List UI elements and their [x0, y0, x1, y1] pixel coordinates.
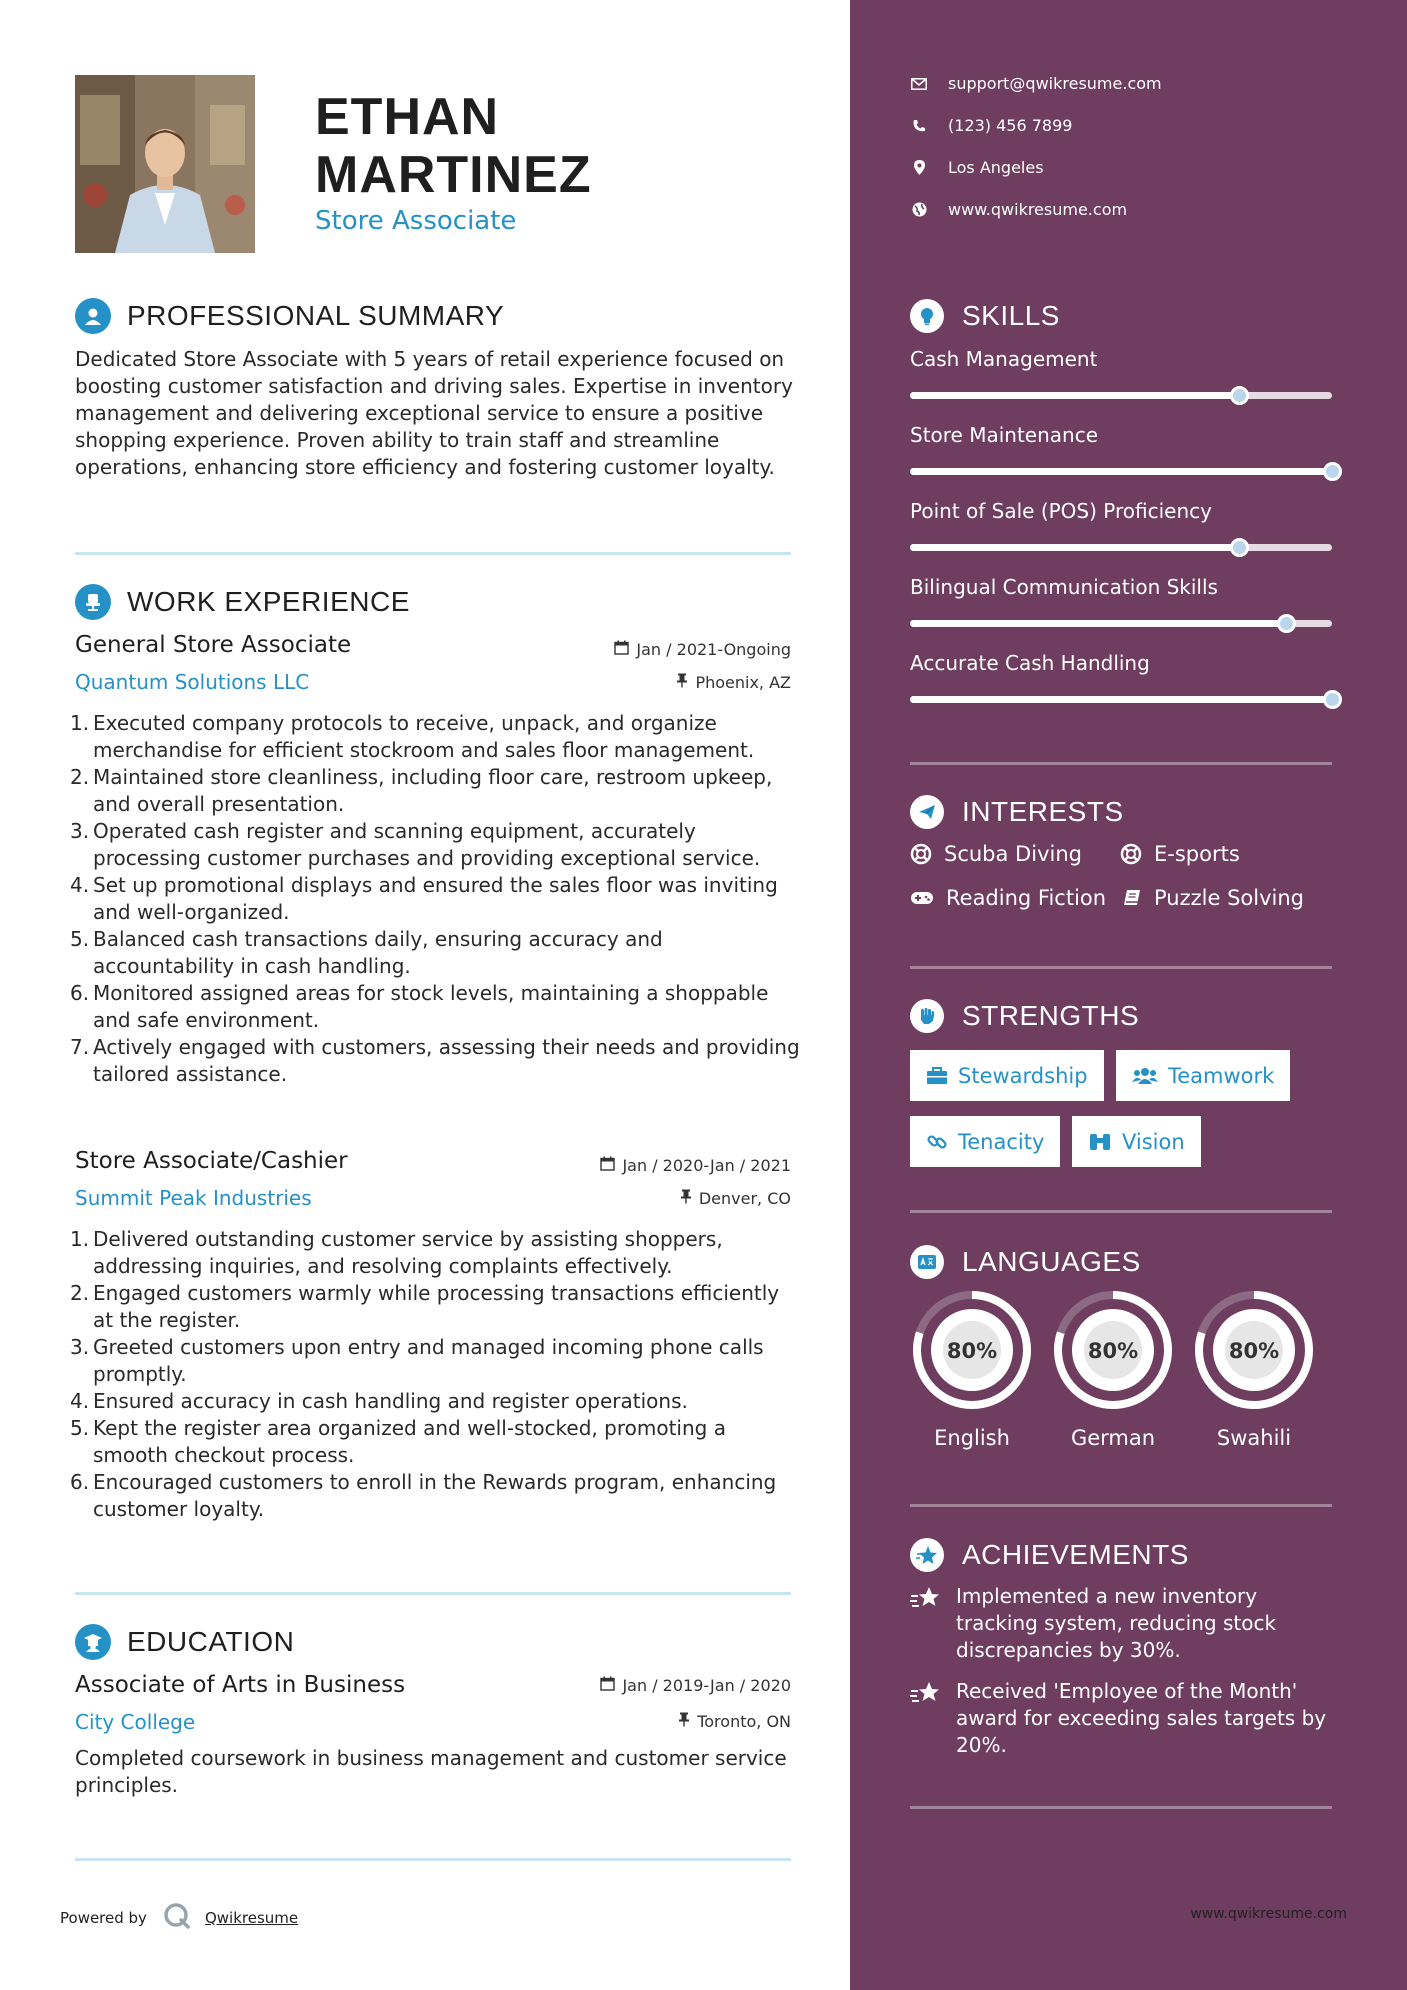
website-text[interactable]: www.qwikresume.com — [948, 200, 1128, 219]
company-name: Summit Peak Industries — [75, 1186, 312, 1210]
job-location-text: Phoenix, AZ — [695, 673, 791, 692]
interest-label: Reading Fiction — [946, 886, 1107, 910]
interest-label: E-sports — [1154, 842, 1240, 866]
envelope-icon — [910, 78, 928, 90]
list-item: Set up promotional displays and ensured the sales floor was inviting and well-organized. — [93, 873, 778, 924]
map-marker-icon — [910, 160, 928, 175]
language-percent: 80% — [946, 1339, 998, 1363]
strength-label: Teamwork — [1168, 1063, 1275, 1088]
sidebar — [850, 0, 1407, 1990]
skill-bar — [910, 392, 1332, 399]
achievement-item — [910, 1583, 1340, 1664]
languages-heading — [910, 1242, 1141, 1282]
language-ring — [1192, 1288, 1316, 1412]
phone-text[interactable]: (123) 456 7899 — [948, 116, 1073, 135]
skill-bar-knob — [1230, 538, 1249, 557]
section-divider — [75, 552, 791, 555]
sidebar-divider — [910, 1504, 1332, 1507]
job-dates-text: Jan / 2020-Jan / 2021 — [622, 1156, 791, 1175]
summary-heading — [75, 296, 504, 336]
section-divider — [75, 1858, 791, 1861]
skill-bar-fill — [910, 696, 1332, 703]
skills-title: SKILLS — [962, 300, 1060, 331]
company-name: Quantum Solutions LLC — [75, 670, 310, 694]
education-location-text: Toronto, ON — [697, 1712, 791, 1731]
link-icon — [926, 1131, 948, 1153]
location-text: Los Angeles — [948, 158, 1044, 177]
globe-icon — [910, 202, 928, 217]
calendar-icon — [600, 1676, 615, 1695]
language-name: German — [1070, 1426, 1156, 1450]
language-gauge — [1051, 1288, 1175, 1416]
candidate-name — [315, 88, 592, 204]
language-name: Swahili — [1216, 1426, 1292, 1450]
skills-heading — [910, 296, 1060, 336]
strength-label: Vision — [1122, 1129, 1185, 1154]
education-dates-text: Jan / 2019-Jan / 2020 — [622, 1676, 791, 1695]
achievements-heading — [910, 1535, 1189, 1575]
skill-bar-fill — [910, 544, 1239, 551]
list-item: Greeted customers upon entry and managed incoming phone calls promptly. — [93, 1335, 764, 1386]
pin-icon — [678, 1712, 690, 1731]
gamepad-icon — [910, 890, 934, 906]
language-ring — [910, 1288, 1034, 1412]
lifebuoy-icon — [1120, 843, 1142, 865]
skill-bar — [910, 544, 1332, 551]
sidebar-divider — [910, 966, 1332, 969]
job-location — [676, 673, 791, 692]
list-item: Monitored assigned areas for stock levels, maintaining a shoppable and safe environment. — [93, 981, 769, 1032]
list-item: Delivered outstanding customer service by assisting shoppers, addressing inquiries, and resolving complaints effectively. — [93, 1227, 723, 1278]
language-name: English — [934, 1426, 1010, 1450]
skill-bar-knob — [1277, 614, 1296, 633]
list-item: Maintained store cleanliness, including floor care, restroom upkeep, and overall presentation. — [93, 765, 773, 816]
strength-tag — [1116, 1050, 1290, 1101]
job-location-text: Denver, CO — [698, 1189, 791, 1208]
duties-list — [70, 1226, 800, 1523]
job-location — [680, 1189, 791, 1208]
briefcase-icon — [926, 1067, 948, 1085]
star-badge-icon — [910, 1538, 944, 1572]
skill-bar-fill — [910, 392, 1239, 399]
shooting-star-icon — [910, 1680, 946, 1713]
summary-text: Dedicated Store Associate with 5 years of retail experience focused on boosting customer satisfaction and driving sales. Expertise in inventory management and delivering exceptional service to ensure a positive shopping experience. Proven ability to train staff and streamline operations, enhancing store efficiency and fostering customer loyalty. — [75, 347, 793, 479]
section-divider — [75, 1592, 791, 1595]
education-location — [678, 1712, 791, 1731]
skill-label: Cash Management — [910, 347, 1098, 371]
skill-bar — [910, 696, 1332, 703]
strength-tag — [910, 1116, 1060, 1167]
achievement-text: Implemented a new inventory tracking system, reducing stock discrepancies by 30%. — [956, 1584, 1277, 1662]
graduate-icon — [75, 1624, 111, 1660]
shooting-star-icon — [910, 1585, 946, 1618]
education-heading — [75, 1622, 294, 1662]
achievement-item — [910, 1678, 1340, 1759]
list-item: Actively engaged with customers, assessing their needs and providing tailored assistance. — [93, 1035, 800, 1086]
degree-title: Associate of Arts in Business — [75, 1672, 406, 1698]
achievements-title: ACHIEVEMENTS — [962, 1539, 1189, 1570]
skill-label: Point of Sale (POS) Proficiency — [910, 499, 1212, 523]
user-icon — [75, 298, 111, 334]
interest-item — [1120, 842, 1240, 866]
contact-phone — [910, 116, 1072, 135]
email-text[interactable]: support@qwikresume.com — [948, 74, 1162, 93]
list-item: Operated cash register and scanning equipment, accurately processing customer purchases and providing exceptional service. — [93, 819, 761, 870]
list-item: Ensured accuracy in cash handling and register operations. — [93, 1389, 688, 1413]
sidebar-divider — [910, 1806, 1332, 1809]
profile-photo — [75, 75, 255, 253]
qwikresume-logo-icon — [163, 1902, 191, 1934]
calendar-icon — [600, 1156, 615, 1175]
contact-email — [910, 74, 1162, 93]
footer-website[interactable]: www.qwikresume.com — [1190, 1906, 1347, 1922]
paper-plane-icon — [910, 795, 944, 829]
skill-label: Bilingual Communication Skills — [910, 575, 1218, 599]
job-dates-text: Jan / 2021-Ongoing — [636, 640, 791, 659]
experience-heading — [75, 582, 410, 622]
job-title: General Store Associate — [75, 632, 352, 658]
skill-label: Store Maintenance — [910, 423, 1099, 447]
qwikresume-link[interactable]: Qwikresume — [204, 1909, 299, 1927]
language-ring — [1051, 1288, 1175, 1412]
summary-title: PROFESSIONAL SUMMARY — [127, 300, 505, 331]
list-item: Balanced cash transactions daily, ensuring accuracy and accountability in cash handling. — [93, 927, 663, 978]
list-item: Engaged customers warmly while processing transactions efficiently at the register. — [93, 1281, 780, 1332]
strength-label: Stewardship — [958, 1063, 1088, 1088]
language-icon — [910, 1245, 944, 1279]
job-dates — [614, 640, 791, 659]
sidebar-divider — [910, 1210, 1332, 1213]
lightbulb-icon — [910, 299, 944, 333]
education-title: EDUCATION — [127, 1626, 295, 1657]
skill-bar-knob — [1230, 386, 1249, 405]
language-gauge — [910, 1288, 1034, 1416]
interests-title: INTERESTS — [962, 796, 1124, 827]
language-gauge — [1192, 1288, 1316, 1416]
powered-by-label: Powered by — [60, 1909, 147, 1927]
contact-website — [910, 200, 1127, 219]
list-item: Executed company protocols to receive, unpack, and organize merchandise for efficient stockroom and sales floor management. — [93, 711, 755, 762]
book-icon — [1122, 888, 1142, 908]
interests-heading — [910, 792, 1124, 832]
interest-label: Scuba Diving — [944, 842, 1082, 866]
interest-item — [910, 842, 1082, 866]
last-name: MARTINEZ — [315, 146, 592, 204]
achievement-text: Received 'Employee of the Month' award for exceeding sales targets by 20%. — [956, 1679, 1327, 1757]
first-name: ETHAN — [315, 88, 500, 146]
job-role: Store Associate — [315, 206, 517, 236]
skill-bar — [910, 468, 1332, 475]
language-percent: 80% — [1087, 1339, 1139, 1363]
phone-icon — [910, 119, 928, 133]
sidebar-divider — [910, 762, 1332, 765]
strengths-heading — [910, 996, 1139, 1036]
job-dates — [600, 1156, 791, 1175]
skill-bar-fill — [910, 468, 1332, 475]
duties-list — [70, 710, 800, 1088]
education-text: Completed coursework in business management and customer service principles. — [75, 1746, 787, 1797]
contact-location — [910, 158, 1044, 177]
strength-label: Tenacity — [958, 1129, 1045, 1154]
skill-bar-fill — [910, 620, 1286, 627]
education-dates — [600, 1676, 791, 1695]
job-title: Store Associate/Cashier — [75, 1148, 348, 1174]
school-name: City College — [75, 1710, 196, 1734]
calendar-icon — [614, 640, 629, 659]
interest-item — [910, 886, 1106, 910]
experience-title: WORK EXPERIENCE — [127, 586, 410, 617]
strength-tag — [1072, 1116, 1201, 1167]
language-percent: 80% — [1228, 1339, 1280, 1363]
footer-powered-by — [60, 1902, 298, 1934]
skill-bar — [910, 620, 1332, 627]
lifebuoy-icon — [910, 843, 932, 865]
pin-icon — [676, 673, 688, 692]
users-icon — [1132, 1067, 1158, 1085]
pin-icon — [680, 1189, 692, 1208]
interest-item — [1122, 886, 1304, 910]
list-item: Kept the register area organized and well-stocked, promoting a smooth checkout process. — [93, 1416, 726, 1467]
list-item: Encouraged customers to enroll in the Rewards program, enhancing customer loyalty. — [93, 1470, 777, 1521]
skill-label: Accurate Cash Handling — [910, 651, 1150, 675]
office-chair-icon — [75, 584, 111, 620]
languages-title: LANGUAGES — [962, 1246, 1141, 1277]
interest-label: Puzzle Solving — [1154, 886, 1304, 910]
binoculars-icon — [1088, 1132, 1112, 1152]
strengths-title: STRENGTHS — [962, 1000, 1140, 1031]
skill-bar-knob — [1323, 462, 1342, 481]
skill-bar-knob — [1323, 690, 1342, 709]
fist-icon — [910, 999, 944, 1033]
strength-tag — [910, 1050, 1104, 1101]
